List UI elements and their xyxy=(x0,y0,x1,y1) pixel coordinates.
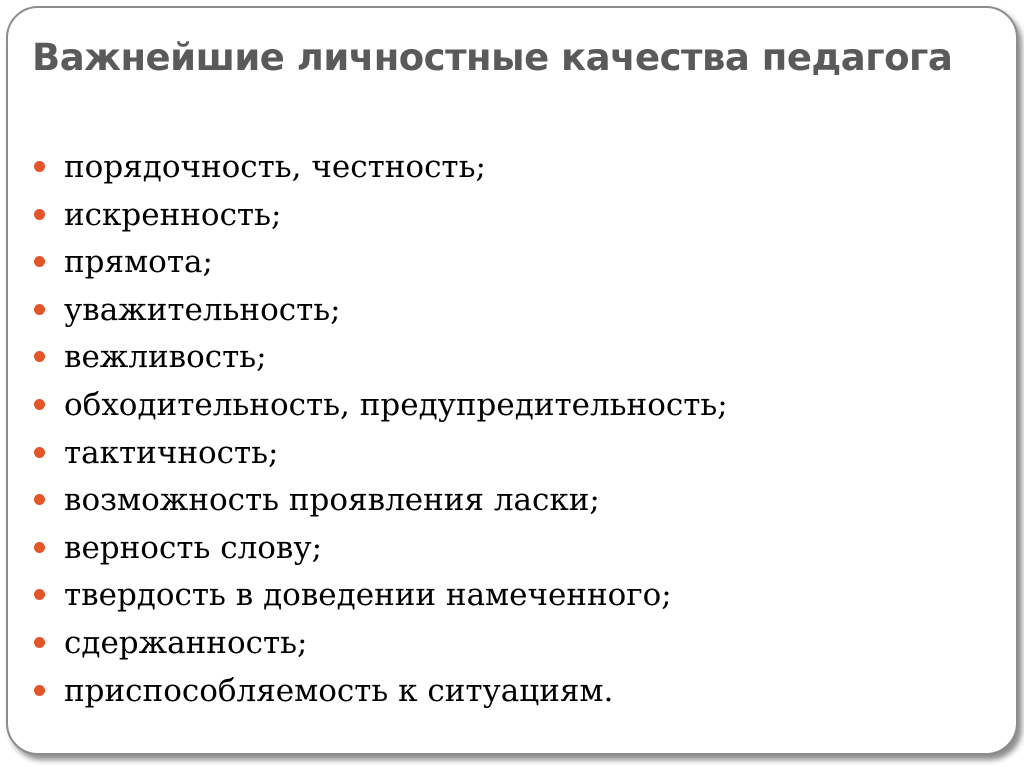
list-item-text: верность слову; xyxy=(64,529,323,566)
bullet-dot-icon xyxy=(34,209,45,220)
list-item-text: уважительность; xyxy=(64,291,341,328)
list-item-text: обходительность, предупредительность; xyxy=(64,386,728,423)
list-item-text: вежливость; xyxy=(64,339,267,376)
bullet-dot-icon xyxy=(34,542,45,553)
list-item xyxy=(34,240,728,288)
bullet-list xyxy=(34,145,728,716)
list-item-text: твердость в доведении намеченного; xyxy=(64,577,672,614)
list-item-text: возможность проявления ласки; xyxy=(64,482,600,519)
slide-frame xyxy=(6,6,1018,755)
slide-title: Важнейшие личностные качества педагога xyxy=(32,36,953,79)
list-item-text: сдержанность; xyxy=(64,624,308,661)
list-item xyxy=(34,431,728,479)
bullet-dot-icon xyxy=(34,304,45,315)
bullet-dot-icon xyxy=(34,447,45,458)
bullet-dot-icon xyxy=(34,256,45,267)
list-item-text: прямота; xyxy=(64,244,213,281)
bullet-dot-icon xyxy=(34,685,45,696)
bullet-dot-icon xyxy=(34,637,45,648)
list-item xyxy=(34,669,728,717)
list-item-text: искренность; xyxy=(64,196,282,233)
list-item xyxy=(34,573,728,621)
bullet-dot-icon xyxy=(34,399,45,410)
list-item xyxy=(34,193,728,241)
bullet-dot-icon xyxy=(34,589,45,600)
bullet-dot-icon xyxy=(34,351,45,362)
list-item xyxy=(34,335,728,383)
list-item xyxy=(34,288,728,336)
list-item-text: порядочность, честность; xyxy=(64,149,486,185)
bullet-dot-icon xyxy=(34,494,45,505)
list-item-text: приспособляемость к ситуациям. xyxy=(64,672,614,709)
list-item xyxy=(34,621,728,669)
list-item xyxy=(34,526,728,574)
list-item-text: тактичность; xyxy=(64,434,279,471)
list-item xyxy=(34,145,728,193)
list-item xyxy=(34,478,728,526)
bullet-dot-icon xyxy=(34,161,45,172)
list-item xyxy=(34,383,728,431)
